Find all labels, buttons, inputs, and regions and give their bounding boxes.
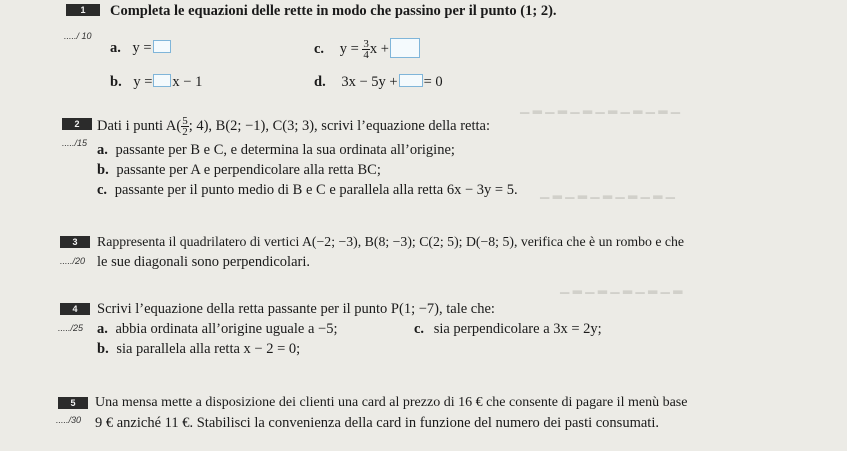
item-letter: a. <box>97 142 108 158</box>
item-text: sia perpendicolare a 3x = 2y; <box>433 321 602 337</box>
item-letter: b. <box>97 162 109 178</box>
item-text: passante per B e C, e determina la sua ordinata all’origine; <box>115 142 455 158</box>
fraction <box>181 116 189 137</box>
points-field: ...../25 <box>58 323 84 333</box>
fraction-denominator: 2 <box>182 126 188 138</box>
exercise-item-c <box>414 321 602 337</box>
exercise-item-d <box>314 74 443 90</box>
exercise-item-a <box>97 321 337 337</box>
exercise-item-b <box>97 341 300 357</box>
show-through-texture: ▁ ▂ ▁ ▂ ▁ ▂ ▁ ▂ ▁ ▂ <box>560 280 683 294</box>
item-letter: b. <box>110 74 122 90</box>
exercise-number-badge: 4 <box>60 303 90 315</box>
show-through-texture: ▁ ▂ ▁ ▂ ▁ ▂ ▁ ▂ ▁ ▂ ▁ ▂ ▁ <box>520 100 680 114</box>
equation-lhs: y = <box>132 40 152 56</box>
exercise-intro <box>97 116 490 137</box>
item-letter: d. <box>314 74 326 90</box>
exercise-item-c <box>97 182 518 198</box>
equation-lhs: y = <box>133 74 153 90</box>
equation-lhs: y = <box>339 41 359 57</box>
equation-rest: x + <box>369 41 389 57</box>
exercise-item-a <box>97 142 455 158</box>
fill-in-blank[interactable] <box>153 40 171 53</box>
fill-in-blank[interactable] <box>153 74 171 87</box>
exercise-item-b <box>97 162 381 178</box>
exercise-title: Completa le equazioni delle rette in modo che passino per il punto (1; 2). <box>110 3 557 19</box>
fraction-denominator: 4 <box>363 49 369 62</box>
item-text: sia parallela alla retta x − 2 = 0; <box>116 341 301 357</box>
exercise-text-line: Rappresenta il quadrilatero di vertici A(−2; −3), B(8; −3); C(2; 5); D(−8; 5), verifica che è un rombo e che <box>97 234 685 249</box>
show-through-texture: ▁ ▂ ▁ ▂ ▁ ▂ ▁ ▂ ▁ ▂ ▁ <box>540 185 675 199</box>
exercise-text-line: 9 € anziché 11 €. Stabilisci la convenienza della card in funzione del numero dei pasti consumati. <box>95 415 659 431</box>
exercise-number-badge: 3 <box>60 236 90 248</box>
exercise-text-line: Una mensa mette a disposizione dei clienti una card al prezzo di 16 € che consente di pagare il menù base <box>95 395 688 410</box>
item-letter: a. <box>97 321 108 337</box>
item-text: passante per il punto medio di B e C e parallela alla retta 6x − 3y = 5. <box>114 182 518 198</box>
item-text: passante per A e perpendicolare alla retta BC; <box>116 162 381 178</box>
equation-rest: x − 1 <box>172 74 203 90</box>
fraction <box>362 39 370 60</box>
points-field: ...../20 <box>60 256 86 266</box>
exercise-item-b <box>110 74 202 90</box>
equation-rest: = 0 <box>423 74 443 90</box>
exercise-number-badge: 2 <box>62 118 92 130</box>
exercise-item-c <box>314 38 421 60</box>
intro-text: Dati i punti A( <box>97 117 182 134</box>
fill-in-blank[interactable] <box>399 74 423 87</box>
item-letter: a. <box>110 40 121 56</box>
equation-lhs: 3x − 5y + <box>341 74 398 90</box>
points-field: ...../30 <box>56 415 82 425</box>
points-field: ...../15 <box>62 138 88 148</box>
item-letter: c. <box>97 182 108 198</box>
item-text: abbia ordinata all’origine uguale a −5; <box>115 321 338 337</box>
exercise-number-badge: 5 <box>58 397 88 409</box>
exercise-number-badge: 1 <box>66 4 100 16</box>
fraction-numerator: 3 <box>363 38 369 51</box>
item-letter: c. <box>414 321 425 337</box>
exercise-item-a <box>110 40 172 56</box>
exercise-intro: Scrivi l’equazione della retta passante per il punto P(1; −7), tale che: <box>97 301 495 317</box>
exercise-text-line: le sue diagonali sono perpendicolari. <box>97 254 311 270</box>
item-letter: c. <box>314 41 325 57</box>
fill-in-blank[interactable] <box>390 38 420 58</box>
fraction-numerator: 5 <box>182 115 188 127</box>
intro-text: ; 4), B(2; −1), C(3; 3), scrivi l’equazione della retta: <box>188 117 490 134</box>
item-letter: b. <box>97 341 109 357</box>
points-field: ...../ 10 <box>64 31 92 41</box>
